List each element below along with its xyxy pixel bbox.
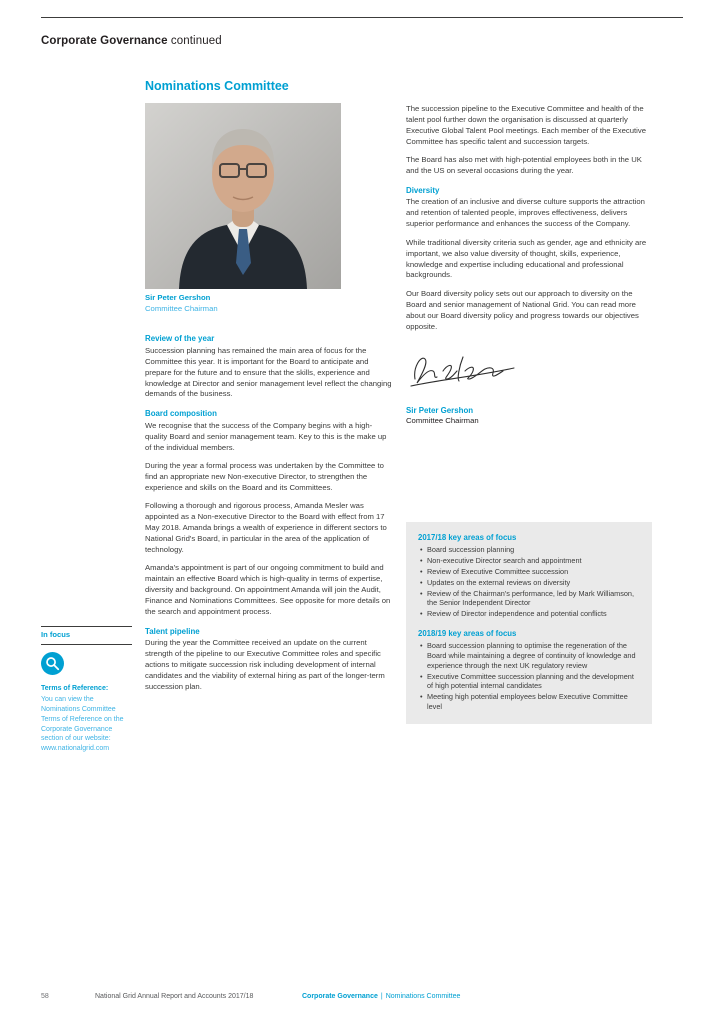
paragraph: Our Board diversity policy sets out our approach to diversity on the Board and senior management of National Grid. You can read more about our Board diversity policy and progress towards our objectives opposite. <box>406 288 639 331</box>
paragraph: Following a thorough and rigorous process, Amanda Mesler was appointed as a Non-executive Director to the Board with effect from 17 May 2018. Amanda brings a wealth of experience in different sectors to National Grid's Board, in particular in the area of the application of technology. <box>145 501 387 554</box>
paragraph: During the year a formal process was undertaken by the Committee to find an appropriate new Non-executive Director, to strengthen the experience and skills on the Board and its Committees. <box>145 460 384 492</box>
list-item: • Executive Committee succession planning and the development of high potential internal candidates <box>418 672 640 692</box>
right-column <box>406 104 655 427</box>
top-divider-rule <box>41 17 683 18</box>
list-item: • Updates on the external reviews on diversity <box>418 578 640 588</box>
footer-section-bold: Corporate Governance <box>302 993 378 1000</box>
paragraph: The succession pipeline to the Executive Committee and health of the talent pool further down the organisation is discussed at quarterly Executive Global Talent Pool meetings. Each member of the Executive Committee has specific talent and succession targets. <box>406 104 647 146</box>
list-item: • Non-executive Director search and appointment <box>418 556 640 566</box>
focus-box-list-2018-19 <box>418 641 640 711</box>
chapter-title-continued: continued <box>167 35 222 47</box>
terms-of-reference-text: You can view the Nominations Committee Terms of Reference on the Corporate Governance section of our website: <box>41 696 124 743</box>
section-heading-board-composition: Board composition <box>145 408 217 418</box>
list-item: • Review of Executive Committee succession <box>418 567 640 577</box>
footer-section-regular: Nominations Committee <box>385 993 461 1000</box>
paragraph: Amanda's appointment is part of our ongoing commitment to build and maintain an effective Board which is high-quality in terms of expertise, diversity and background. On appointment Amanda will join the Audit, Finance and Nominations Committees. See opposite for more details on the search and appointment process. <box>145 563 391 617</box>
in-focus-sidebar <box>41 626 132 754</box>
paragraph: While traditional diversity criteria such as gender, age and ethnicity are important, we also value diversity of thought, skills, experience, knowledge and expertise including educational and professional backgrounds. <box>406 237 647 280</box>
website-link[interactable]: www.nationalgrid.com <box>41 745 110 753</box>
magnifier-icon <box>41 652 64 675</box>
signature-block <box>406 349 655 427</box>
paragraph: The Board has also met with high-potential employees both in the UK and the US on several occasions during the year. <box>406 155 642 176</box>
section-heading-review: Review of the year <box>145 334 215 343</box>
page-header <box>41 35 222 47</box>
list-item: • Meeting high potential employees below Executive Committee level <box>418 692 640 712</box>
key-areas-focus-box <box>406 522 652 724</box>
footer-section-label <box>302 993 460 1000</box>
list-item: • Review of Director independence and potential conflicts <box>418 609 640 619</box>
focus-box-list-2017-18 <box>418 545 640 618</box>
footer-report-title: National Grid Annual Report and Accounts 2017/18 <box>95 993 254 1000</box>
chairman-portrait-photo <box>145 103 341 289</box>
signature-role: Committee Chairman <box>406 415 479 425</box>
photo-caption <box>145 293 218 315</box>
paragraph: Succession planning has remained the main area of focus for the Committee this year. It is important for the Board to anticipate and prepare for the future and to ensure that the skills, experience and knowledge at Director and senior management level reflect the changing demands of the business. <box>145 345 392 399</box>
photo-caption-role: Committee Chairman <box>145 303 218 313</box>
focus-box-heading-2017-18: 2017/18 key areas of focus <box>418 533 517 542</box>
list-item: • Review of the Chairman's performance, led by Mark Williamson, the Senior Independent Director <box>418 589 640 609</box>
portrait-illustration <box>145 103 341 289</box>
in-focus-label: In focus <box>41 630 71 639</box>
section-heading-diversity: Diversity <box>406 185 440 195</box>
signature-image <box>406 349 518 393</box>
list-item: • Board succession planning <box>418 545 640 555</box>
signature-name: Sir Peter Gershon <box>406 405 474 415</box>
paragraph: We recognise that the success of the Company begins with a high-quality Board and senior management team. Key to this is the make up of the individual members. <box>145 420 387 452</box>
chapter-title: Corporate Governance <box>41 35 168 47</box>
page-title: Nominations Committee <box>145 79 289 93</box>
section-heading-talent-pipeline: Talent pipeline <box>145 626 200 636</box>
terms-of-reference-heading: Terms of Reference: <box>41 685 109 693</box>
paragraph: The creation of an inclusive and diverse culture supports the attraction and retention of talented people, improves effectiveness, delivers superior performance and enhances the success of the Company. <box>406 197 645 229</box>
sidebar-rule-bottom <box>41 644 132 645</box>
list-item: • Board succession planning to optimise the regeneration of the Board while maintaining a degree of continuity of knowledge and experience through the next UK regulatory review <box>418 641 640 670</box>
focus-box-heading-2018-19: 2018/19 key areas of focus <box>418 628 517 638</box>
left-column <box>145 333 392 701</box>
footer-section-divider: | <box>380 993 383 1000</box>
photo-caption-name: Sir Peter Gershon <box>145 293 211 302</box>
paragraph: During the year the Committee received an update on the current strength of the pipeline to our Executive Committee roles and specific actions to mitigate succession risk including development of internal candidates and the viability of external hiring as part of the longer-term succession plan. <box>145 638 385 692</box>
page-number: 58 <box>41 993 49 1000</box>
